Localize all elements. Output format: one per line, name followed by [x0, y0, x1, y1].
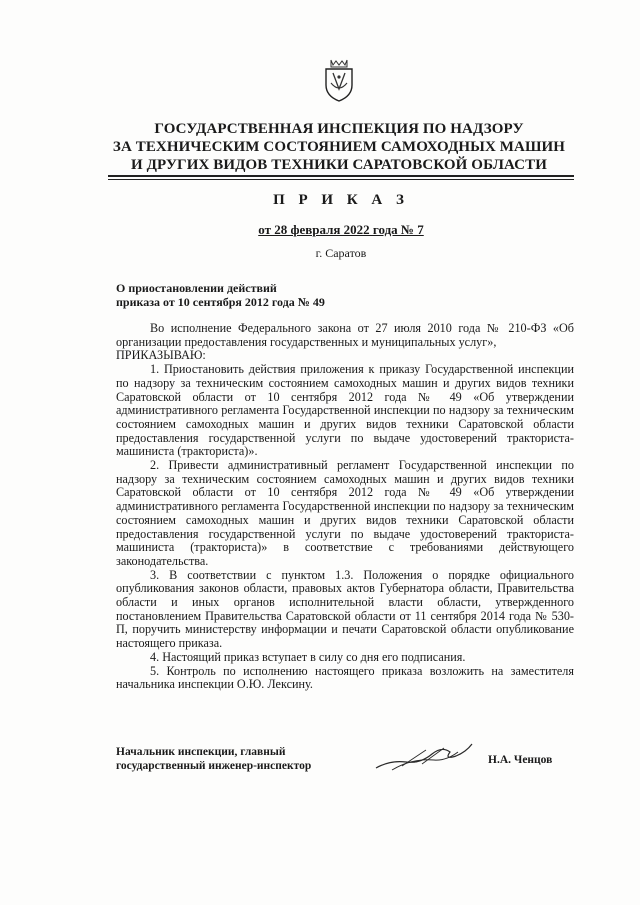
body-paragraph-order-word: ПРИКАЗЫВАЮ:	[116, 348, 206, 363]
organization-name-line: И ДРУГИХ ВИДОВ ТЕХНИКИ САРАТОВСКОЙ ОБЛАСТИ	[131, 157, 547, 173]
signatory-position-line: государственный инженер-инспектор	[116, 760, 312, 772]
handwritten-signature-icon	[372, 740, 480, 774]
body-paragraph-item-1: 1. Приостановить действия приложения к приказу Государственной инспекции по надзору за техническим состоянием самоходных машин и других видов техники Саратовской области от 10 сентября 2012 года № 49 «Об утверждении административного регламента Государственной инспекции по надзору за техническим состоянием самоходных машин и других видов техники Саратовской области предоставления государственной услуги по выдаче удостоверений тракториста-машиниста (тракториста)».	[116, 362, 574, 459]
organization-name	[108, 120, 570, 174]
document-body	[116, 322, 574, 692]
body-paragraph-item-3: 3. В соответствии с пунктом 1.3. Положения о порядке официального опубликования законов области, правовых актов Губернатора области, Правительства области и иных органов исполнительной власти области, утвержденного постановлением Правительства Саратовской области от 11 сентября 2014 года № 530-П, поручить министерству информации и печати Саратовской области опубликование настоящего приказа.	[116, 567, 574, 651]
document-type-title: П Р И К А З	[273, 192, 409, 208]
body-paragraph-item-5: 5. Контроль по исполнению настоящего приказа возложить на заместителя начальника инспекции О.Ю. Лексину.	[116, 663, 574, 692]
document-subject	[116, 281, 416, 309]
document-subject-line: О приостановлении действий	[116, 281, 277, 295]
signatory-position	[116, 745, 311, 773]
body-paragraph-item-2: 2. Привести административный регламент Государственной инспекции по надзору за техническим состоянием самоходных машин и других видов техники Саратовской области от 10 сентября 2012 года № 49 «Об утверждении административного регламента Государственной инспекции по надзору за техническим состоянием самоходных машин и других видов техники Саратовской области предоставления государственной услуги по выдаче удостоверений тракториста-машиниста (тракториста)» в соответствие с требованиями действующего законодательства.	[116, 458, 574, 568]
document-date-number: от 28 февраля 2022 года № 7	[258, 222, 424, 237]
organization-name-line: ЗА ТЕХНИЧЕСКИМ СОСТОЯНИЕМ САМОХОДНЫХ МАШИН	[112, 139, 566, 155]
body-paragraph-preamble: Во исполнение Федерального закона от 27 июля 2010 года № 210-ФЗ «Об организации предоставления государственных и муниципальных услуг»,	[116, 321, 574, 349]
document-subject-line: приказа от 10 сентября 2012 года № 49	[116, 295, 325, 309]
coat-of-arms-icon	[322, 58, 356, 102]
signatory-name: Н.А. Ченцов	[488, 754, 553, 766]
signatory-position-line: Начальник инспекции, главный	[116, 746, 286, 758]
body-paragraph-item-4: 4. Настоящий приказ вступает в силу со дня его подписания.	[150, 649, 466, 664]
organization-name-line: ГОСУДАРСТВЕННАЯ ИНСПЕКЦИЯ ПО НАДЗОРУ	[154, 121, 524, 137]
document-city: г. Саратов	[315, 246, 367, 260]
header-divider-thin	[108, 179, 574, 180]
header-divider-thick	[108, 175, 574, 177]
